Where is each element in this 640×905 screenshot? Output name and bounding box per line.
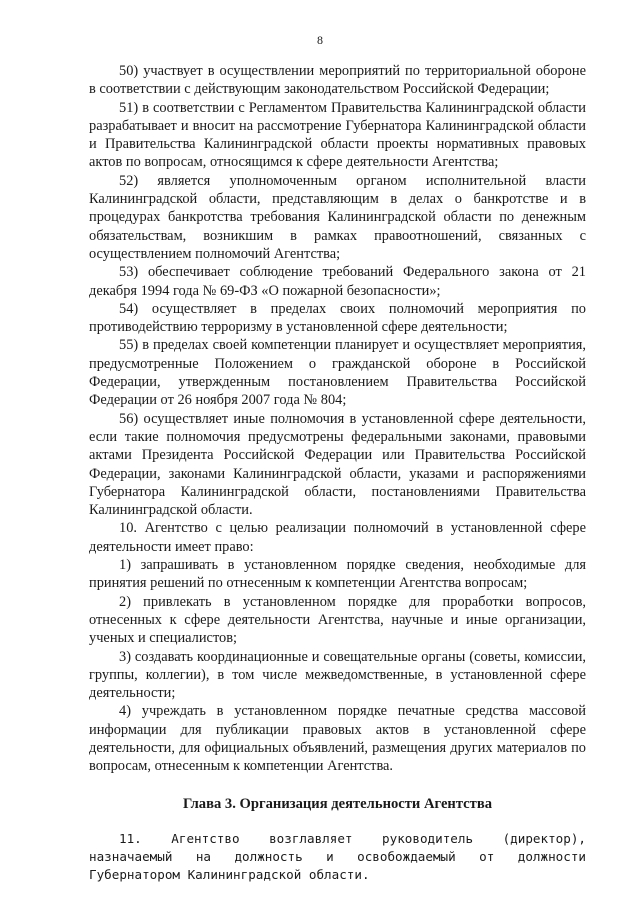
chapter-title: Глава 3. Организация деятельности Агентства	[182, 795, 493, 812]
paragraph-right-4: 4) учреждать в установленном порядке печатные средства массовой информации для публикации правовых актов в установленной сфере деятельности, для официальных объявлений, размещения других материалов по вопросам, отнесенным к компетенции Агентства.	[89, 703, 586, 775]
paragraph-item-54: 54) осуществляет в пределах своих полномочий мероприятия по противодействию терроризму в установленной сфере деятельности;	[89, 300, 586, 336]
paragraph-right-2: 2) привлекать в установленном порядке для проработки вопросов, отнесенных к сфере деятельности Агентства, научные и иные организации, ученых и специалистов;	[89, 593, 586, 647]
paragraph-right-3: 3) создавать координационные и совещательные органы (советы, комиссии, группы, коллегии), в том числе межведомственные, в установленной сфере деятельности;	[89, 648, 586, 702]
paragraph-item-50: 50) участвует в осуществлении мероприятий по территориальной обороне в соответствии с действующим законодательством Российской Федерации;	[89, 63, 586, 98]
paragraph-item-53: 53) обеспечивает соблюдение требований Федерального закона от 21 декабря 1994 года № 69-ФЗ «О пожарной безопасности»;	[89, 264, 586, 299]
paragraph-clause-11: 11. Агентство возглавляет руководитель (директор), назначаемый на должность и освобождаемый от должности Губернатором Калининградской области.	[89, 830, 586, 883]
paragraph-item-52: 52) является уполномоченным органом исполнительной власти Калининградской области, представляющим в делах о банкротстве и в процедурах банкротства требования Калининградской области по денежным обязательствам, возникшим в рамках правоотношений, связанных с осуществлением полномочий Агентства;	[89, 172, 586, 262]
paragraph-clause-10: 10. Агентство с целью реализации полномочий в установленной сфере деятельности имеет право:	[89, 520, 586, 555]
page-number: 8	[317, 33, 323, 47]
paragraph-right-1: 1) запрашивать в установленном порядке сведения, необходимые для принятия решений по отнесенным к компетенции Агентства вопросам;	[89, 557, 586, 592]
paragraph-item-56: 56) осуществляет иные полномочия в установленной сфере деятельности, если такие полномочия предусмотрены федеральными законами, правовыми актами Президента Российской Федерации или Правительства Российской Федерации, законами Калининградской области, указами и распоряжениями Губернатора Калининградской области, постановлениями Правительства Калининградской области.	[89, 410, 586, 519]
document-body	[89, 62, 586, 885]
paragraph-item-51: 51) в соответствии с Регламентом Правительства Калининградской области разрабатывает и вносит на рассмотрение Губернатора Калининградской области и Правительства Калининградской области проекты нормативных правовых актов по вопросам, относящимся к сфере деятельности Агентства;	[89, 99, 586, 171]
paragraph-item-55: 55) в пределах своей компетенции планирует и осуществляет мероприятия, предусмотренные Положением о гражданской обороне в Российской Федерации, утвержденным постановлением Правительства Российской Федерации от 26 ноября 2007 года № 804;	[89, 337, 586, 409]
